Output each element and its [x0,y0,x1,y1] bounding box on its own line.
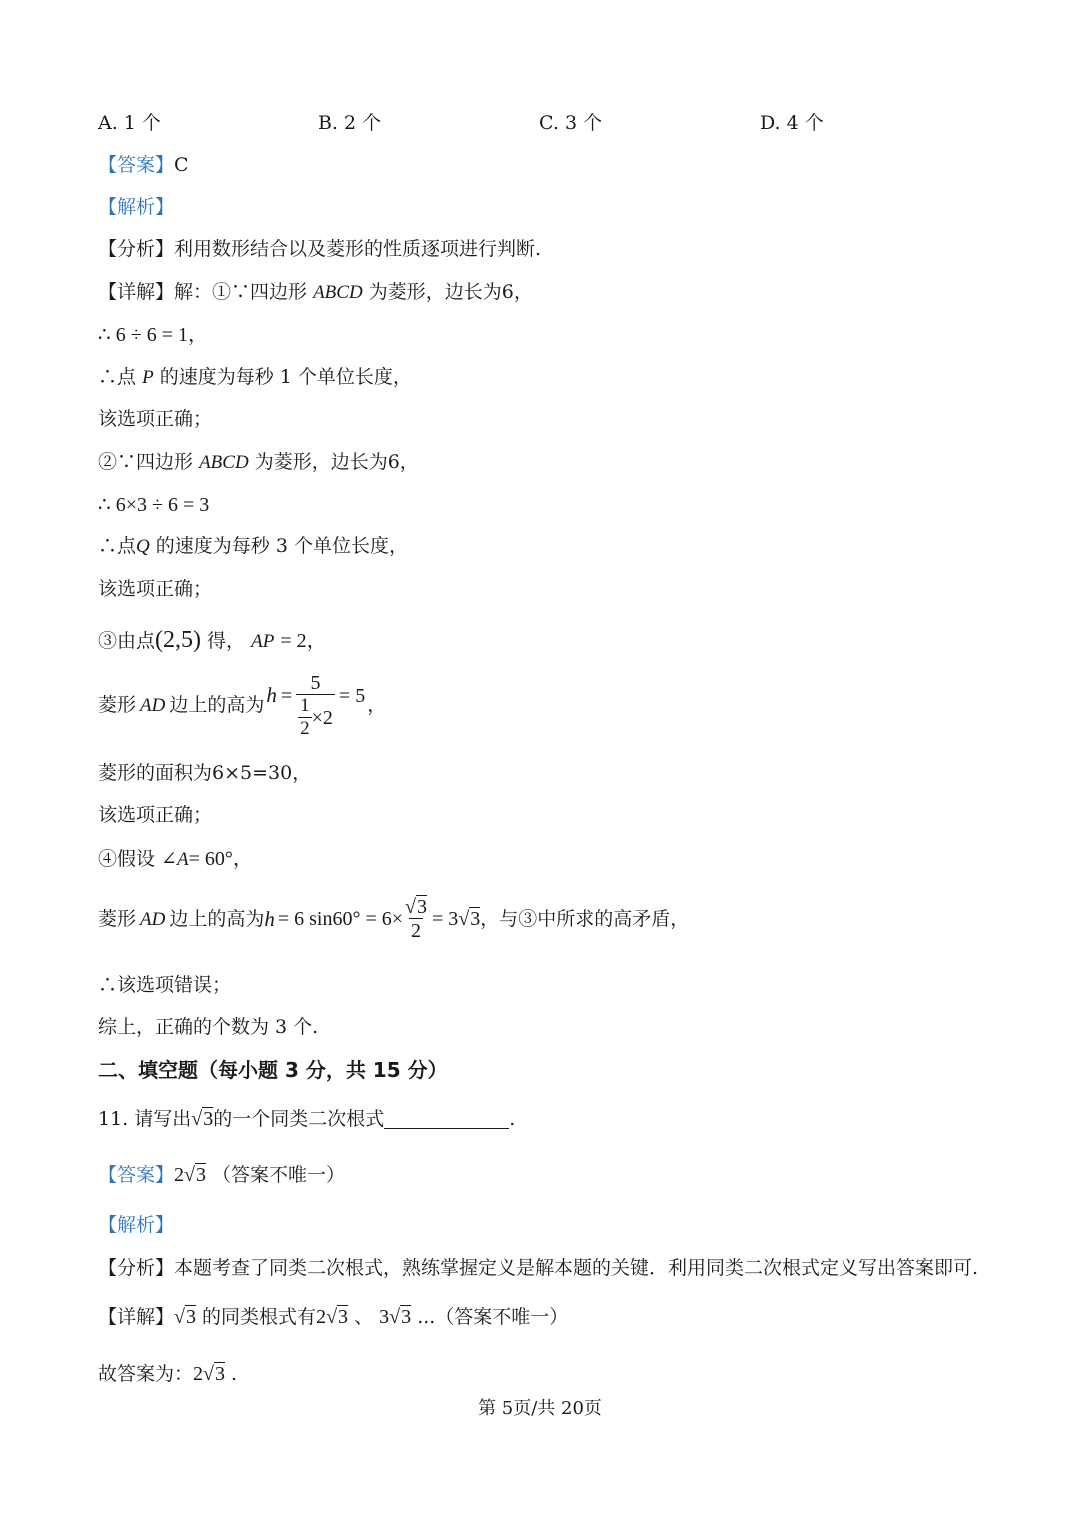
q10-step-2: ∴ 6 ÷ 6 = 1， [98,324,208,346]
text: ∴点 [98,366,137,388]
frac-den: 2 [411,920,422,942]
q11-fenxi-line [98,1259,978,1278]
sqrt3: √3 [405,896,428,918]
text: ×2 [311,706,333,729]
sqrt3: √3 [191,1108,214,1130]
fenxi-text: 本题考查了同类二次根式，熟练掌握定义是解本题的关键．利用同类二次根式定义写出答案即可. [174,1257,979,1279]
q10-step-10 [98,672,386,740]
radicand: 3 [196,1164,206,1186]
text: 菱形 [98,907,137,930]
q10-step-13 [98,849,253,869]
var-abcd: ABCD [199,452,249,473]
q10-correct-2: 该选项正确； [98,578,213,600]
text: 边上的高为 [169,907,265,930]
text: 边上的高为 [169,694,265,717]
q10-correct-3: 该选项正确； [98,804,213,826]
q10-step-11: 菱形的面积为6×5=30， [98,762,312,784]
option-c: C. 3 个 [539,112,603,134]
text: ， [367,694,387,717]
text: 解：①∵四边形 [174,281,308,303]
sqrt3: √3 [174,1306,196,1328]
q10-step-3 [98,368,412,387]
q10-step-15: ∴该选项错误； [98,974,232,996]
var-a: A [176,849,189,870]
sqrt3: √3 [458,908,481,930]
radicand: 3 [401,1306,412,1328]
half-fraction [298,696,312,740]
text: 请写出 [134,1108,192,1130]
question-number: 11. [98,1108,129,1130]
detail-tag: 【详解】 [98,1306,175,1328]
q11-detail-line [98,1307,568,1327]
point-coord: (2,5) [155,627,201,653]
text: 得， [207,630,246,652]
text: 菱形 [98,694,137,717]
frac-den [296,694,335,740]
q11-analysis-tag: 【解析】 [98,1214,175,1236]
text: 的速度为每秒 3 个单位长度， [155,535,408,557]
answer-tag: 【答案】 [98,1164,175,1186]
sqrt3-over-2 [403,896,429,942]
sqrt3: √3 [389,1306,412,1328]
radicand: 3 [186,1306,196,1328]
q11-final-line [98,1364,237,1384]
var-abcd: ABCD [313,282,363,303]
text: 2 [174,1164,185,1186]
q10-step-16: 综上，正确的个数为 3 个. [98,1016,319,1038]
var-ad: AD [140,695,166,717]
radicand: 3 [338,1306,349,1328]
text: 2 [193,1363,204,1385]
text: 2 [316,1306,327,1328]
text: = 3 [432,908,459,930]
text: ...（答案不唯一） [417,1306,569,1328]
q10-correct-1: 该选项正确； [98,408,213,430]
fenxi-tag: 【分析】 [98,1257,175,1279]
page-footer: 第 5页/共 20页 [478,1398,602,1419]
text: ，与③中所求的高矛盾， [480,907,690,930]
text: 的一个同类二次根式 [213,1108,385,1130]
text: ②∵四边形 [98,451,194,473]
detail-tag: 【详解】 [98,281,175,303]
text: 3 [379,1306,390,1328]
fenxi-tag: 【分析】 [98,238,175,260]
text: = 6 sin60° = 6× [277,908,404,930]
text: ∴点 [98,535,137,557]
q10-fenxi-line [98,240,541,259]
q11-answer-line [98,1165,345,1185]
var-p: P [142,367,154,388]
text: ④假设 ∠ [98,848,177,870]
text: = 2， [280,630,327,652]
text: = [280,684,293,707]
text: 的同类根式有 [202,1306,317,1328]
q10-step-7 [98,537,408,556]
sqrt3: √3 [203,1363,225,1385]
q10-step-6: ∴ 6×3 ÷ 6 = 3 [98,494,210,516]
q10-step-5 [98,453,419,472]
option-d: D. 4 个 [760,112,824,134]
option-b: B. 2 个 [318,112,382,134]
text: 为菱形，边长为6， [254,451,419,473]
q11-question [98,1109,515,1129]
text: 为菱形，边长为6， [368,281,533,303]
text: 的速度为每秒 1 个单位长度， [159,366,412,388]
var-q: Q [136,536,150,557]
radicand: 3 [215,1363,225,1385]
text: . [509,1108,516,1130]
text: = 5 [338,684,366,707]
answer-blank [384,1110,509,1129]
answer-value: C [174,154,189,176]
var-h: h [264,906,275,931]
q10-step-14 [98,896,689,942]
var-ap: AP [251,631,275,652]
radicand: 3 [203,1108,214,1130]
frac-num: 5 [310,672,321,694]
radicand: 3 [470,908,481,930]
text: 故答案为： [98,1363,194,1385]
half-den: 2 [300,717,310,739]
text: ③由点 [98,630,156,652]
option-a: A. 1 个 [98,112,161,134]
q10-analysis-tag: 【解析】 [98,196,175,218]
answer-tag: 【答案】 [98,154,175,176]
sqrt3: √3 [184,1164,206,1186]
section-heading: 二、填空题（每小题 3 分，共 15 分） [98,1058,448,1082]
sqrt3: √3 [326,1306,349,1328]
text: . [231,1363,238,1385]
text: （答案不唯一） [212,1164,346,1186]
var-h: h [266,683,277,708]
height-fraction [296,672,335,740]
q10-detail-line-1 [98,283,533,302]
var-ad: AD [140,908,166,930]
fenxi-text: 利用数形结合以及菱形的性质逐项进行判断. [174,238,542,260]
text: = 60°， [188,848,253,870]
q10-step-9 [98,628,327,652]
half-num: 1 [300,695,310,716]
text: 、 [354,1306,374,1328]
radicand: 3 [417,896,428,918]
q10-answer-line [98,156,189,175]
